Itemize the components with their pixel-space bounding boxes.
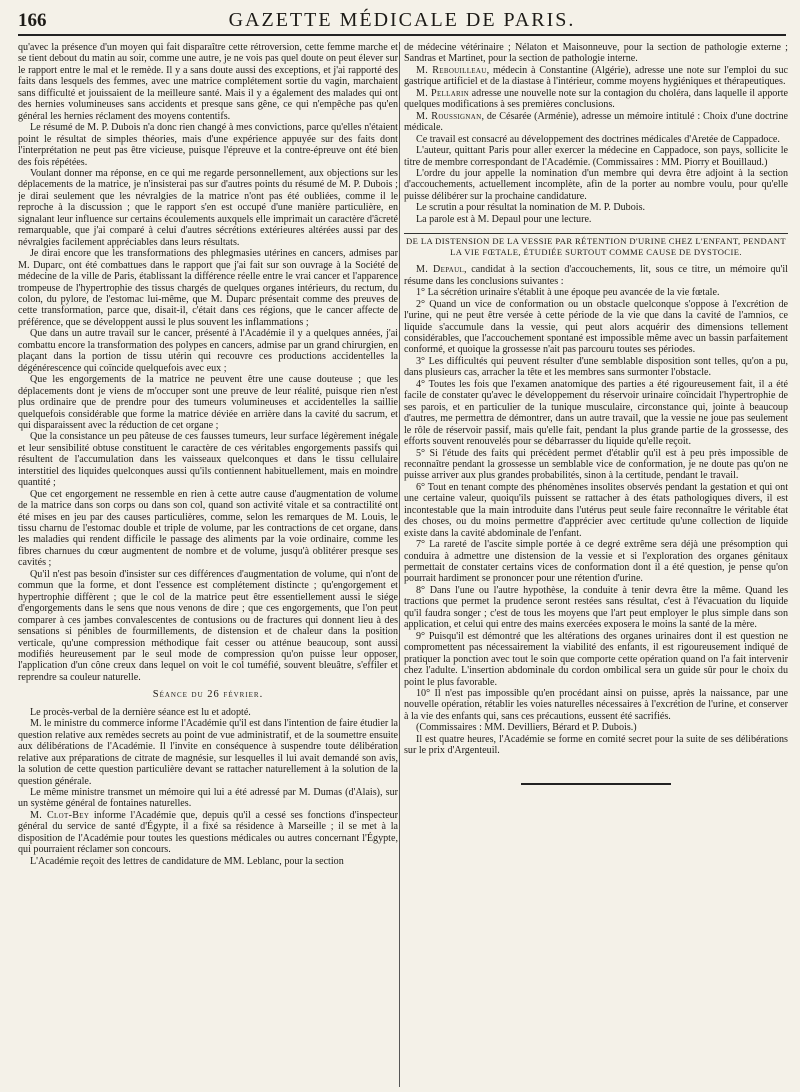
closing-paragraph: Il est quatre heures, l'Académie se forme en comité secret pour la suite de ses délibérations sur le prix d'Argenteuil. — [404, 733, 788, 757]
section-heading — [404, 233, 788, 258]
paragraph — [404, 264, 788, 287]
paragraph: Que cet engorgement ne ressemble en rien à cette autre cause d'augmentation de volume de la matrice dans son corps ou dans son col, quand son activité vitale et sa contractilité ont été mises en jeu par des causes particulières, comme, selon les remarques de M. Louis, le tissu charnu de l'estomac double et triple de volume, par les contractions de cet organe, dans les maladies qui rendent difficile le passage des aliments par la voie ordinaire, comme les fibres charnues du cœur augmentent de nombre et de volume, jusqu'à oblitérer presque ses cavités ; — [18, 488, 398, 569]
conclusion-item: 5° Si l'étude des faits qui précèdent permet d'établir qu'il est à peu près impossible de reconnaître pendant la grossesse un semblable vice de conformation, je ne doute pas qu'on ne puisse arriver aux plus grandes probabilités, sinon à la certitude, pendant le travail. — [404, 447, 788, 482]
person-name: M. Pellarin — [416, 87, 470, 99]
seance-heading: Séance du 26 février. — [152, 689, 264, 701]
paragraph: Voulant donner ma réponse, en ce qui me regarde personnellement, aux objections sur les déplacements de la matrice, je n'insisterai pas sur d'autres points du résumé de M. P. Dubois ; je dirai seulement que les névralgies de la matrice n'ont pas été oubliées, comme il le reproche à la discussion ; que le rapport s'en est occupé d'une manière particulière, en signalant leur influence sur certains écoulements auxquels elle imprimait un caractère d'âcreté remarquable, que j'ai comparé à celui d'autres sécrétions extérieures altérées aussi par des névralgies facilement appréciables dans leurs résultats. — [18, 167, 398, 248]
left-column — [18, 42, 398, 1087]
conclusion-item: 6° Tout en tenant compte des phénomènes insolites observés pendant la gestation et qui ont une certaine valeur, quoiqu'ils puissent se rattacher à des états pathologiques divers, il est incontestable que la main introduite dans l'utérus peut seule faire reconnaître le véritable état des choses, ou du moins permettre d'apprécier avec certitude qu'une collection de liquide existe dans la cavité abdominale de l'enfant. — [404, 481, 788, 539]
paragraph: Le même ministre transmet un mémoire qui lui a été adressé par M. Dumas (d'Alais), sur un système général de fontaines naturelles. — [18, 787, 398, 810]
heading-rule — [404, 233, 788, 234]
conclusion-item: 7° La rareté de l'ascite simple portée à ce degré extrême sera déjà une présomption qui conduira à admettre une distension de la vessie et si l'exploration des organes génitaux permettait de constater certains vices de conformation dont il a été question, je pense qu'on pourrait hardiment se prononcer pour une rétention d'urine. — [404, 539, 788, 585]
paragraph-text: , candidat à la section d'accouchements, lit, sous ce titre, un mémoire qu'il résume dans les conclusions suivantes : — [404, 264, 788, 287]
paragraph: Qu'il n'est pas besoin d'insister sur ces différences d'augmentation de volume, qui n'ont de commun que la forme, et dont l'essence est complétement distincte ; qu'engorgement et hypertrophie diffèrent ; que le col de la matrice peut être essentiellement aussi le siége d'engorgements dans le sens que nous venons de dire ; que ces engorgements, que l'on peut comparer à ces jambes convalescentes de contusions ou de fractures qui donnent lieu à des sensations si pénibles de fourmillements, de distension et de chaleur dans la position verticale, qu'une compression méthodique fait cesser ou atténue beaucoup, sont aussi modifiés heureusement par le seul mode de compression qu'on puisse leur opposer, l'application d'un cône creux dans lequel on voit le col tuméfié, souvent bleuâtre, s'effiler et reprendre sa couleur naturelle. — [18, 568, 398, 683]
masthead-title: GAZETTE MÉDICALE DE PARIS. — [228, 9, 576, 31]
conclusion-item: 2° Quand un vice de conformation ou un obstacle quelconque s'oppose à l'excrétion de l'urine, qui ne peut être versée à cette période de la vie que dans la cavité de l'amnios, ce liquide s'accumule dans la vessie, qui peut alors acquérir des dimensions tellement considérables, que l'accouchement spontané est impossible même avec un bassin parfaitement conformé, et quoique la grossesse n'ait pas parcouru toutes ses périodes. — [404, 298, 788, 356]
conclusion-item: 9° Puisqu'il est démontré que les altérations des organes urinaires dont il est question ne compromettent pas nécessairement la viabilité des enfants, il est rigoureusement indiqué de pratiquer la ponction avec tout le soin que comporte cette opération quand on l'a fait intervenir chez l'adulte. L'insertion abdominale du cordon ombilical sera un guide sûr pour le choix du point le plus favorable. — [404, 630, 788, 688]
paragraph: de médecine vétérinaire ; Nélaton et Maisonneuve, pour la section de pathologie externe ; Sandras et Martinet, pour la section de pathologie interne. — [404, 42, 788, 65]
paragraph — [404, 65, 788, 88]
paragraph: qu'avec la présence d'un moyen qui fait disparaître cette rétroversion, cette femme marche et se tient debout du matin au soir, comme une autre, je ne vois pas quel doute on peut élever sur le rapport entre le mal et le remède. Il y a sans doute aussi des exceptions, et j'ai rapporté des faits dans lesquels des femmes, avec une matrice complétement sortie du vagin, marchaient sans difficulté et jouissaient de la meilleure santé. Mais il y a également des malades qui ont des hernies volumineuses sans accidents et presque sans gêne, ce qui n'empêche pas qu'en général les hernies réclament des moyens contentifs. — [18, 42, 398, 122]
paragraph: L'ordre du jour appelle la nomination d'un membre qui devra être adjoint à la section d'accouchements, actuellement incomplète, afin de la porter au nombre voulu, pour qu'elle puisse délibérer sur la prochaine candidature. — [404, 167, 788, 202]
section-heading-text: DE LA DISTENSION DE LA VESSIE PAR RÉTENTION D'URINE CHEZ L'ENFANT, PENDANT LA VIE FŒTALE, ÉTUDIÉE SURTOUT COMME CAUSE DE DYSTOCIE. — [406, 236, 786, 258]
conclusion-item: 8° Dans l'une ou l'autre hypothèse, la conduite à tenir devra être la même. Quand les tractions que permet la prudence seront restées sans résultat, c'est à l'évacuation du liquide qu'il faudra songer ; c'est de tous les moyens que l'art peut employer le plus simple dans son application, et celui qui entre des mains exercées exposera le moins la santé de la mère. — [404, 584, 788, 631]
paragraph: Le procès-verbal de la dernière séance est lu et adopté. — [30, 706, 251, 718]
right-column — [404, 42, 788, 1087]
conclusion-item: 1° La sécrétion urinaire s'établit à une époque peu avancée de la vie fœtale. — [416, 287, 720, 299]
paragraph: M. le ministre du commerce informe l'Académie qu'il est dans l'intention de faire étudier la question relative aux remèdes secrets au point de vue administratif, et de la soumettre ensuite aux délibérations de l'Académie. Il l'invite en conséquence à suspendre toute délibération relative aux préparations de citrate de magnésie, sur lesquelles il lui avait demandé son avis, la solution de cette question particulière devant se rattacher naturellement à la solution de la question générale. — [18, 718, 398, 787]
paragraph: L'Académie reçoit des lettres de candidature de MM. Leblanc, pour la section — [30, 855, 344, 867]
paragraph: L'auteur, quittant Paris pour aller exercer la médecine en Cappadoce, son pays, sollicite le titre de membre correspondant de l'Académie. (Commissaires : MM. Piorry et Bouillaud.) — [404, 145, 788, 168]
conclusion-item: 4° Toutes les fois que l'examen anatomique des parties a été rigoureusement fait, il a été facile de constater qu'avec le développement du réservoir urinaire coïncidait l'hypertrophie de ses parois, et en particulier de la tunique musculaire, circonstance qui, jointe à beaucoup d'autres, me permettra de démontrer, dans un autre travail, que la vessie ne joue pas seulement le rôle de réservoir passif, mais qu'elle fait, pendant la plus grande partie de la grossesse, des efforts souvent renouvelés pour se débarrasser du liquide qu'elle reçoit. — [404, 378, 788, 448]
paragraph: Que dans un autre travail sur le cancer, présenté à l'Académie il y a quelques années, j'ai combattu encore la transformation des polypes en cancers, admise par un grand chirurgien, en plaçant dans la portion de tissu utérin qui recouvre ces productions accidentelles la dégénérescence qui coïncide quelquefois avec eux ; — [18, 328, 398, 374]
person-name: M. Rebouilleau — [416, 64, 487, 76]
paragraph: Que la consistance un peu pâteuse de ces fausses tumeurs, leur surface légèrement inégale et leur sensibilité obtuse constituent le caractère de ces véritables engorgements passifs qui résultent de l'accumulation dans les vaisseaux quelconques et dans le tissu cellulaire interstitiel des liquides quelconques aussi qu'ils contiennent habituellement, mais en moindre quantité ; — [18, 431, 398, 489]
page-number: 166 — [18, 10, 47, 31]
paragraph: La parole est à M. Depaul pour une lecture. — [416, 213, 592, 225]
person-name: M. Clot-Bey — [30, 809, 90, 821]
paragraph-text: adresse une nouvelle note sur la contagion du choléra, dans laquelle il apporte quelques modifications à ses premières conclusions. — [404, 87, 788, 111]
page-header — [18, 8, 786, 36]
paragraph: Le résumé de M. P. Dubois n'a donc rien changé à mes convictions, parce qu'elles n'étaient point le résultat de simples théories, mais d'une expérience appuyée sur des faits dont l'interprétation ne peut pas être vicieuse, puisque l'épreuve et la contre-épreuve ont été bien des fois répétées. — [18, 122, 398, 168]
paragraph — [18, 810, 398, 856]
end-rule — [521, 783, 671, 785]
person-name: M. Depaul — [416, 264, 465, 276]
paragraph-text: , médecin à Constantine (Algérie), adresse une note sur l'emploi du suc gastrique artificiel et de la diastase à l'intérieur, comme moyens hygiéniques et thérapeutiques. — [404, 64, 788, 88]
paragraph — [404, 111, 788, 134]
commission-note: (Commissaires : MM. Devilliers, Bérard et P. Dubois.) — [416, 722, 637, 734]
person-name: M. Roussignan — [416, 110, 482, 122]
paragraph — [404, 88, 788, 111]
column-divider — [399, 42, 400, 1087]
paragraph: Le scrutin a pour résultat la nomination de M. P. Dubois. — [416, 202, 646, 214]
conclusion-item: 3° Les difficultés qui peuvent résulter d'une semblable disposition sont telles, qu'on a pu, dans plusieurs cas, arracher la tête et les membres sans surmonter l'obstacle. — [404, 355, 788, 379]
paragraph-text: , de Césarée (Arménie), adresse un mémoire intitulé : Choix d'une doctrine médicale. — [404, 110, 788, 134]
paragraph: Que les engorgements de la matrice ne peuvent être une cause douteuse ; que les déplacements dont je viens de m'occuper sont une preuve de leur réalité, puisque rien n'est plus ordinaire que de prendre pour des tumeurs volumineuses et accidentelles la saillie quelquefois considérable que forme la matrice déviée en arrière dans la cavité du sacrum, et qui disparaissent avec la réduction de cet organe ; — [18, 374, 398, 431]
paragraph: Je dirai encore que les transformations des phlegmasies utérines en cancers, admises par M. Duparc, ont été combattues dans le rapport que j'ai fait sur son ouvrage à la Société de médecine de la ville de Paris, établissant la différence réelle entre le vrai cancer et l'apparence trompeuse de l'hypertrophie des tissus chargés de quelques organes intérieurs, du rectum, du colon, du pylore, de l'estomac lui-même, que M. Duparc présentait comme des preuves de cette transformation, parce que, disait-il, c'était dans ces régions, que le cancer affecte de préférence, que se développent aussi le plus souvent les inflammations ; — [18, 248, 398, 328]
conclusion-item: 10° Il n'est pas impossible qu'en procédant ainsi on puisse, après la naissance, par une nouvelle opération, rétablir les voies naturelles nécessaires à l'excrétion de l'urine, et conserver à la vie des enfants qui, sans ces précautions, eussent été sacrifiés. — [404, 688, 788, 722]
paragraph: Ce travail est consacré au développement des doctrines médicales d'Aretée de Cappadoce. — [416, 133, 780, 145]
paragraph-text: informe l'Académie que, depuis qu'il a cessé ses fonctions d'inspecteur général du service de santé d'Égypte, il a fixé sa résidence à Marseille ; il se met à la disposition de l'Académie pour toutes les questions médicales ou autres concernant l'Égypte, qui pourraient réclamer son concours. — [18, 809, 398, 856]
